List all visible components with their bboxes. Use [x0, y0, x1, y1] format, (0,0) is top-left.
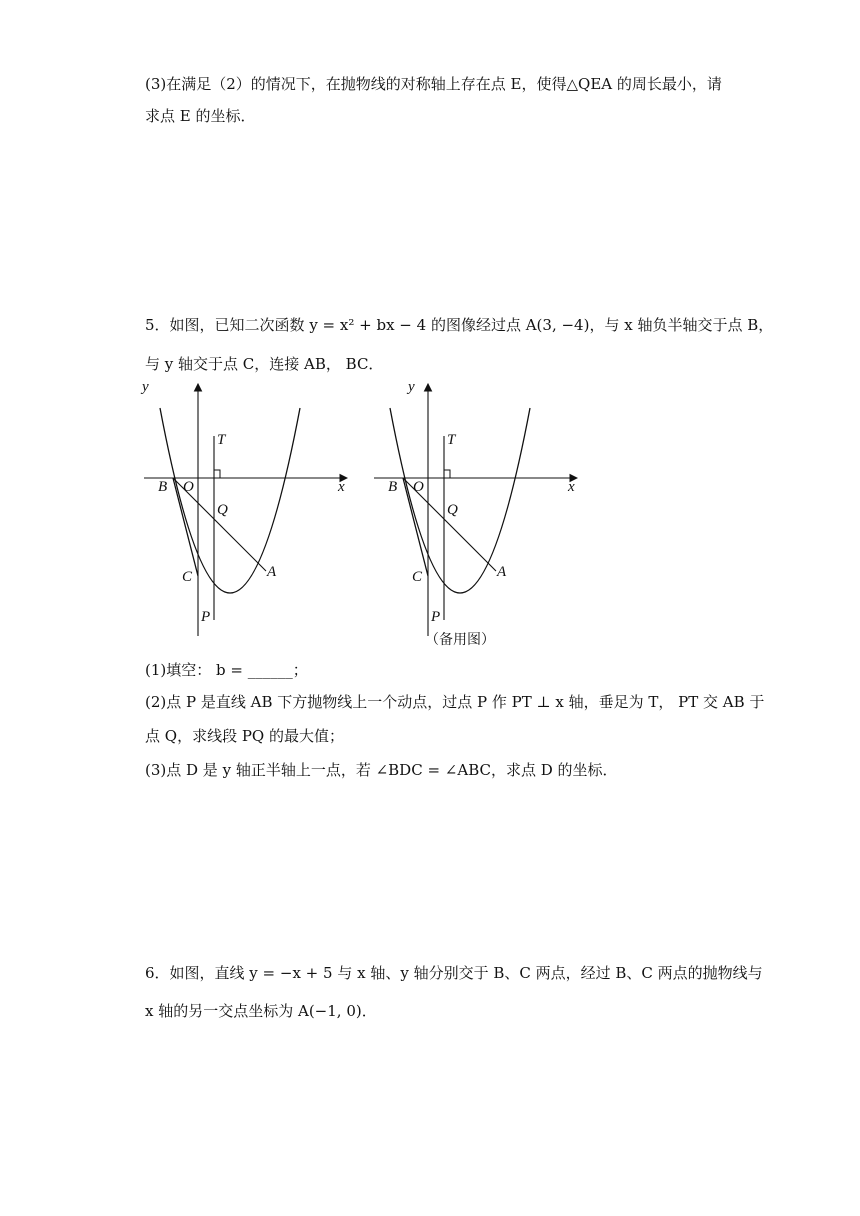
label-o: O [183, 479, 194, 495]
p5-part-1: (1)填空： b = ______； [145, 661, 308, 679]
parabola-figure-main [140, 378, 355, 643]
p5-part-3: (3)点 D 是 y 轴正半轴上一点，若 ∠BDC = ∠ABC，求点 D 的坐标． [145, 761, 618, 779]
p6-stem-line-1: 6．如图，直线 y = −x + 5 与 x 轴、y 轴分别交于 B、C 两点，经过 B、C 两点的抛物线与 [145, 964, 763, 982]
p4-q3-line-1: (3)在满足（2）的情况下，在抛物线的对称轴上存在点 E，使得△QEA 的周长最小，请 [145, 75, 722, 93]
right-angle-mark [214, 470, 220, 478]
parabola-curve [160, 408, 300, 593]
label-q: Q [447, 502, 458, 518]
label-c: C [412, 569, 423, 585]
label-p: P [201, 609, 211, 625]
label-b: B [388, 479, 398, 495]
label-x: x [568, 479, 575, 495]
label-o: O [413, 479, 424, 495]
right-angle-mark [444, 470, 450, 478]
p5-part-2-line-2: 点 Q，求线段 PQ 的最大值； [145, 727, 344, 745]
label-b: B [158, 479, 168, 495]
label-t: T [217, 432, 226, 448]
p5-stem-line-2: 与 y 轴交于点 C，连接 AB， BC． [145, 355, 384, 373]
parabola-curve [390, 408, 530, 593]
label-q: Q [217, 502, 228, 518]
label-a: A [497, 564, 507, 580]
p5-stem-line-1: 5．如图，已知二次函数 y = x² + bx − 4 的图像经过点 A(3, −4)，与 x 轴负半轴交于点 B， [145, 316, 774, 334]
p4-q3-line-2: 求点 E 的坐标． [145, 107, 256, 125]
label-x: x [338, 479, 345, 495]
p5-part-2-line-1: (2)点 P 是直线 AB 下方抛物线上一个动点，过点 P 作 PT ⊥ x 轴，垂足为 T， PT 交 AB 于 [145, 693, 765, 711]
label-y: y [142, 379, 149, 395]
label-y: y [408, 379, 415, 395]
label-c: C [182, 569, 193, 585]
backup-figure-caption: （备用图） [425, 632, 495, 648]
p6-stem-line-2: x 轴的另一交点坐标为 A(−1, 0)． [145, 1002, 377, 1020]
label-p: P [431, 609, 441, 625]
label-a: A [267, 564, 277, 580]
label-t: T [447, 432, 456, 448]
parabola-figure-backup [370, 378, 585, 650]
